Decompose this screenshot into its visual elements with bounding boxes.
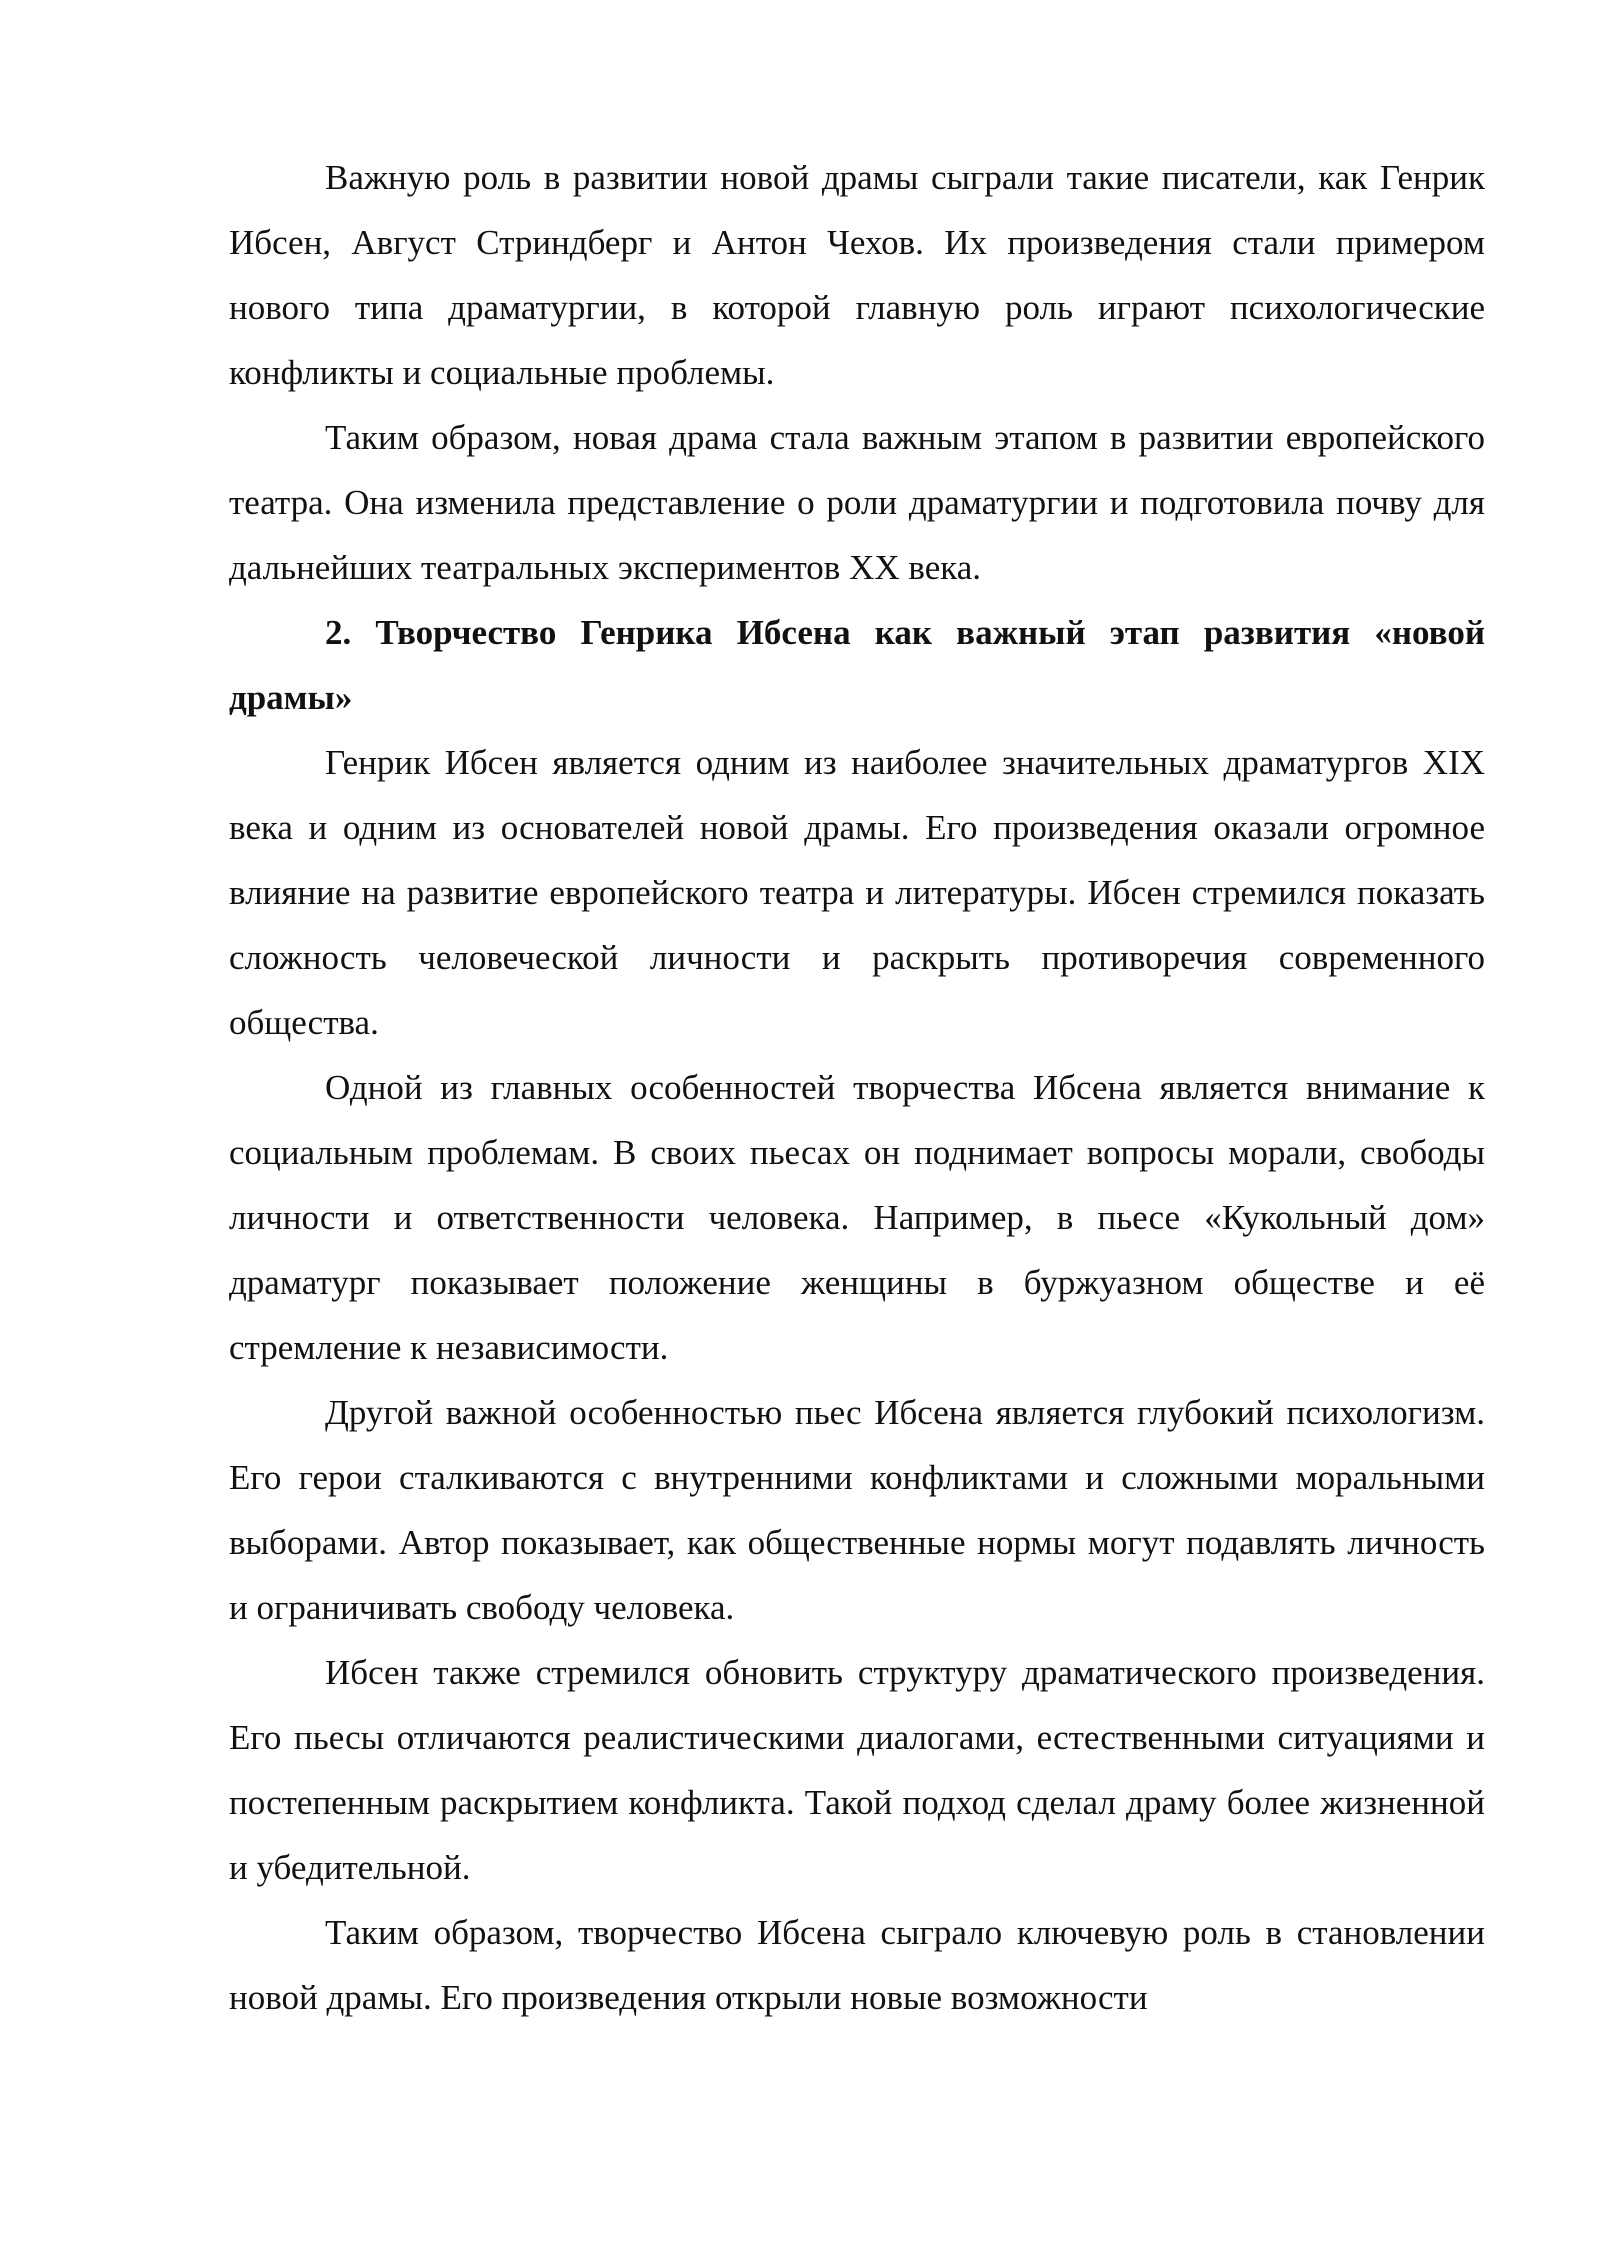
- paragraph-ibsen-intro: Генрик Ибсен является одним из наиболее значительных драматургов XIX века и одним из основателей новой драмы. Его произведения оказали огромное влияние на развитие европейского театра и литературы. Ибсен стремился показать сложность человеческой личности и раскрыть противоречия современного общества.: [229, 743, 1485, 1042]
- paragraph-ibsen-conclusion: Таким образом, творчество Ибсена сыграло ключевую роль в становлении новой драмы. Его произведения открыли новые возможности: [229, 1913, 1485, 2017]
- paragraph-new-drama-writers: Важную роль в развитии новой драмы сыграли такие писатели, как Генрик Ибсен, Август Стриндберг и Антон Чехов. Их произведения стали примером нового типа драматургии, в которой главную роль играют психологические конфликты и социальные проблемы.: [229, 158, 1485, 392]
- section-heading: 2. Творчество Генрика Ибсена как важный этап развития «новой драмы»: [229, 613, 1485, 717]
- paragraph-ibsen-social-problems: Одной из главных особенностей творчества Ибсена является внимание к социальным проблемам. В своих пьесах он поднимает вопросы морали, свободы личности и ответственности человека. Например, в пьесе «Кукольный дом» драматург показывает положение женщины в буржуазном обществе и её стремление к независимости.: [229, 1068, 1485, 1367]
- paragraph-ibsen-structure: Ибсен также стремился обновить структуру драматического произведения. Его пьесы отличаются реалистическими диалогами, естественными ситуациями и постепенным раскрытием конфликта. Такой подход сделал драму более жизненной и убедительной.: [229, 1653, 1485, 1887]
- paragraph-new-drama-conclusion: Таким образом, новая драма стала важным этапом в развитии европейского театра. Она изменила представление о роли драматургии и подготовила почву для дальнейших театральных экспериментов XX века.: [229, 418, 1485, 587]
- document-body: [229, 145, 1485, 2030]
- paragraph-ibsen-psychologism: Другой важной особенностью пьес Ибсена является глубокий психологизм. Его герои сталкиваются с внутренними конфликтами и сложными моральными выборами. Автор показывает, как общественные нормы могут подавлять личность и ограничивать свободу человека.: [229, 1393, 1485, 1627]
